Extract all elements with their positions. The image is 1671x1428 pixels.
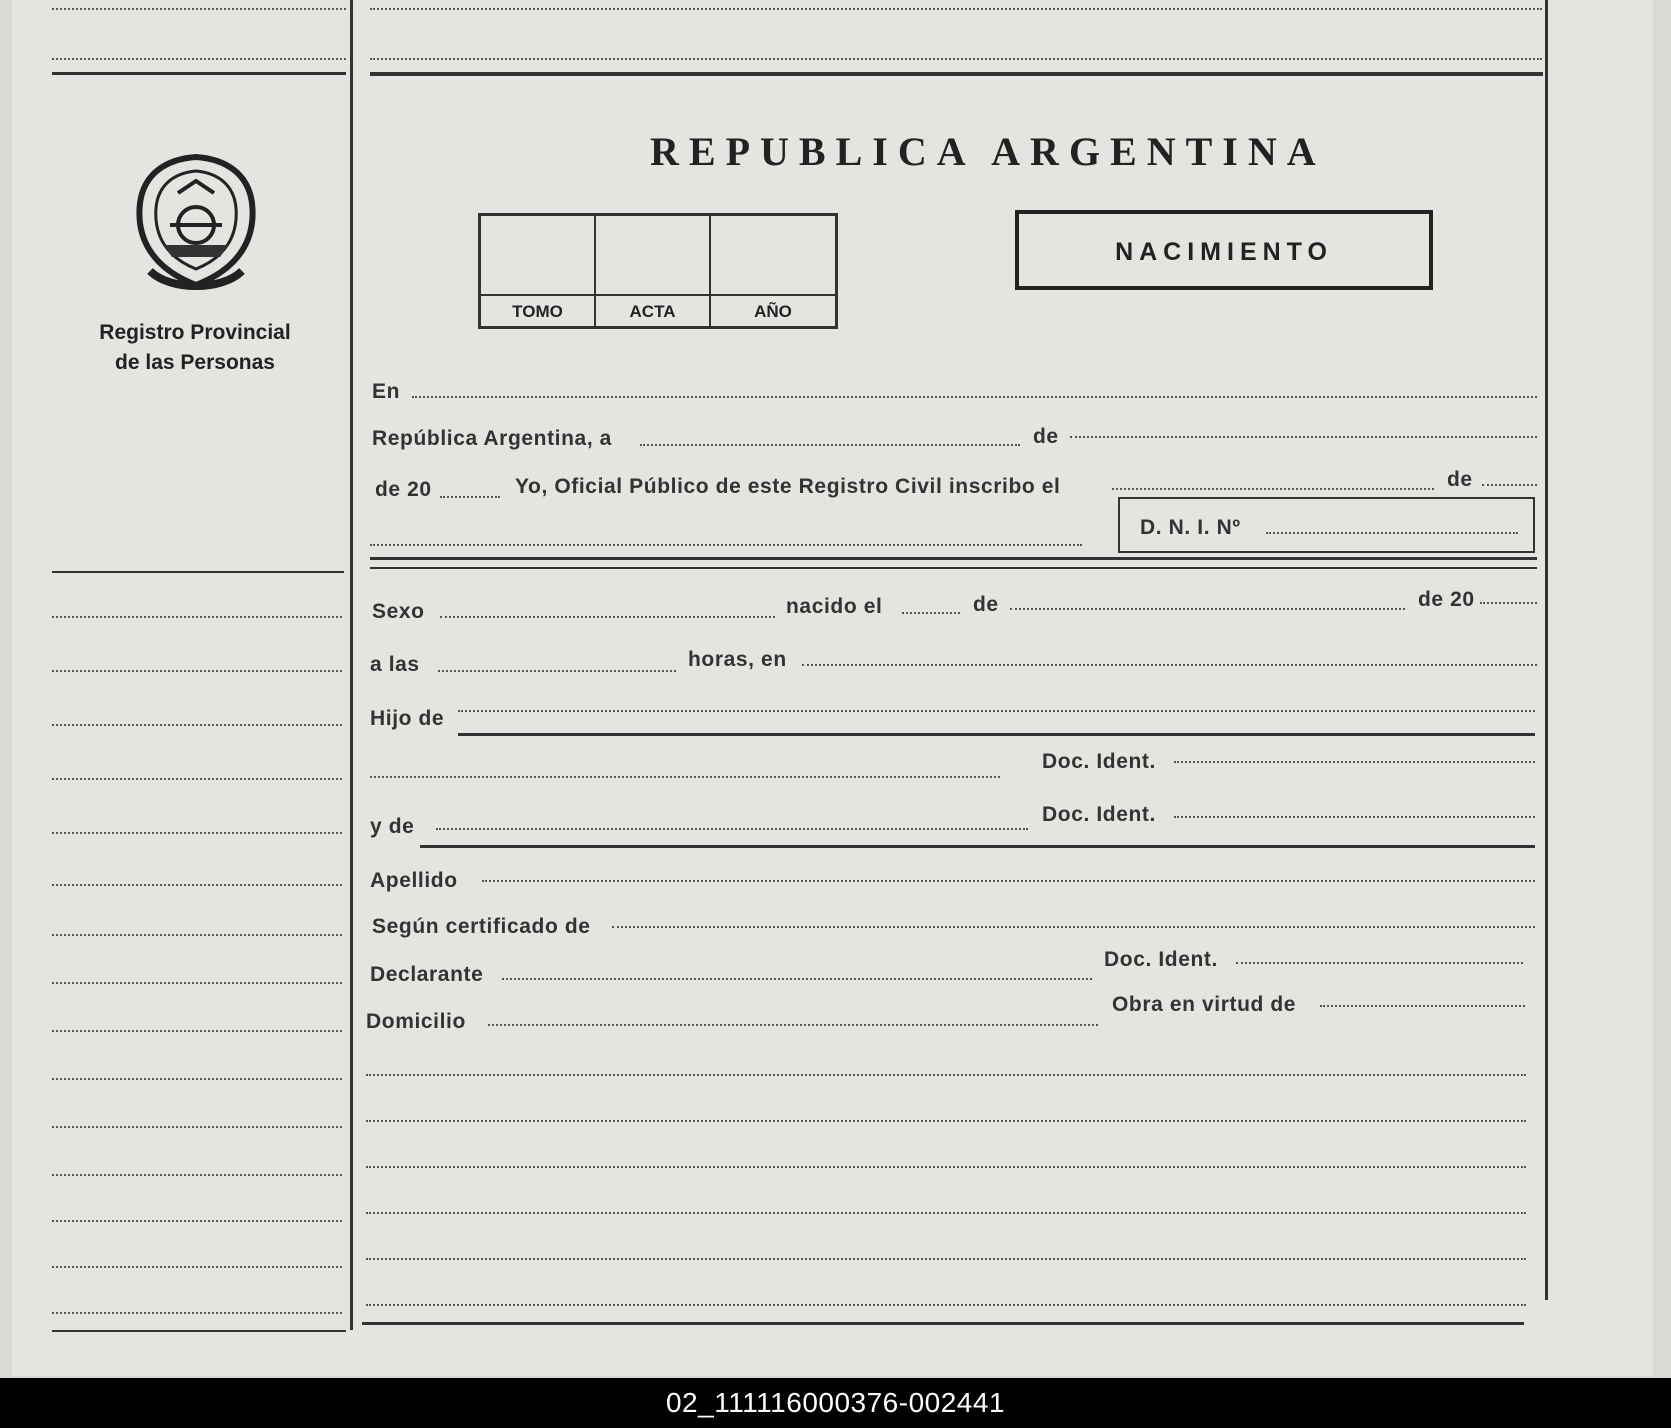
notes-line[interactable]	[366, 1258, 1526, 1260]
margin-line[interactable]	[52, 1174, 342, 1176]
hijo-de-underline	[458, 733, 1535, 736]
field-declarante[interactable]	[502, 978, 1092, 980]
label-declarante: Declarante	[370, 963, 484, 986]
label-de-20-b: de 20	[1418, 588, 1475, 611]
notes-line[interactable]	[366, 1304, 1526, 1306]
margin-line[interactable]	[52, 1078, 342, 1080]
margin-line[interactable]	[52, 1220, 342, 1222]
label-apellido: Apellido	[370, 869, 458, 892]
margin-line[interactable]	[52, 1030, 342, 1032]
label-horas-en: horas, en	[688, 648, 787, 671]
act-type-label: NACIMIENTO	[1115, 238, 1333, 266]
act-type-box	[1015, 210, 1433, 290]
label-doc-ident-2: Doc. Ident.	[1042, 803, 1156, 826]
margin-line[interactable]	[52, 1312, 342, 1314]
provincia-misiones-seal-icon	[130, 153, 262, 298]
field-inscripcion-mes[interactable]	[1482, 484, 1537, 486]
notes-line[interactable]	[366, 1212, 1526, 1214]
field-doc-padre[interactable]	[1174, 761, 1535, 763]
record-cell-ano[interactable]	[711, 216, 835, 326]
field-anio[interactable]	[440, 496, 500, 498]
label-sexo: Sexo	[372, 600, 425, 623]
field-sexo[interactable]	[440, 616, 775, 618]
label-obra-en-virtud: Obra en virtud de	[1112, 993, 1297, 1016]
field-domicilio[interactable]	[488, 1024, 1098, 1026]
margin-line[interactable]	[52, 934, 342, 936]
bottom-separator-right	[362, 1322, 1524, 1325]
document-id-bar	[0, 1378, 1671, 1428]
field-en[interactable]	[412, 396, 1537, 398]
registry-name	[60, 318, 330, 378]
registry-line-2: de las Personas	[115, 351, 275, 374]
margin-line[interactable]	[52, 616, 342, 618]
field-inscripcion-fecha[interactable]	[1112, 488, 1434, 490]
left-separator	[52, 571, 344, 573]
field-padre-nombre[interactable]	[370, 776, 1000, 778]
dotted-line	[52, 8, 346, 10]
margin-line[interactable]	[52, 1266, 342, 1268]
field-doc-declarante[interactable]	[1236, 962, 1523, 964]
section-separator	[370, 557, 1537, 560]
notes-line[interactable]	[366, 1120, 1526, 1122]
field-hora[interactable]	[438, 670, 676, 672]
label-yo-oficial: Yo, Oficial Público de este Registro Civil inscribo el	[515, 475, 1061, 498]
record-cell-acta[interactable]	[596, 216, 711, 326]
margin-line[interactable]	[52, 832, 342, 834]
field-certificado[interactable]	[612, 926, 1535, 928]
dotted-line	[370, 58, 1542, 60]
field-dni[interactable]	[1266, 532, 1518, 534]
margin-line[interactable]	[52, 670, 342, 672]
label-republica-a: República Argentina, a	[372, 427, 612, 450]
label-dni: D. N. I. Nº	[1140, 516, 1241, 539]
field-obra-en-virtud[interactable]	[1320, 1005, 1525, 1007]
field-padre[interactable]	[458, 710, 1535, 712]
record-label-ano: AÑO	[754, 302, 792, 321]
margin-line[interactable]	[52, 982, 342, 984]
label-de: de	[1033, 425, 1059, 448]
document-id: 02_111116000376-002441	[665, 1387, 1006, 1418]
dni-box	[1118, 497, 1535, 553]
margin-line[interactable]	[52, 724, 342, 726]
label-a-las: a las	[370, 653, 420, 676]
label-doc-ident-3: Doc. Ident.	[1104, 948, 1218, 971]
label-de-3: de	[973, 593, 999, 616]
field-dia[interactable]	[640, 444, 1020, 446]
registry-line-1: Registro Provincial	[99, 321, 291, 344]
label-segun-certificado: Según certificado de	[372, 915, 591, 938]
y-de-underline	[420, 845, 1535, 848]
label-en: En	[372, 380, 401, 403]
left-column-divider	[350, 0, 353, 1330]
margin-line[interactable]	[52, 884, 342, 886]
label-doc-ident-1: Doc. Ident.	[1042, 750, 1156, 773]
margin-line[interactable]	[52, 778, 342, 780]
field-doc-madre[interactable]	[1174, 816, 1535, 818]
record-label-acta: ACTA	[629, 302, 676, 321]
top-separator-right	[370, 72, 1543, 76]
label-y-de: y de	[370, 815, 415, 838]
bottom-separator-left	[52, 1330, 346, 1332]
field-apellido[interactable]	[482, 880, 1535, 882]
field-lugar[interactable]	[802, 664, 1537, 666]
field-inscripcion-nombre[interactable]	[370, 544, 1082, 546]
dotted-line	[370, 8, 1542, 10]
notes-line[interactable]	[366, 1074, 1526, 1076]
field-mes[interactable]	[1070, 436, 1537, 438]
record-table	[478, 213, 838, 329]
field-nacido-dia[interactable]	[902, 612, 960, 614]
record-label-tomo: TOMO	[512, 302, 563, 321]
label-nacido-el: nacido el	[786, 595, 883, 618]
country-title: REPUBLICA ARGENTINA	[650, 129, 1326, 174]
field-madre[interactable]	[436, 828, 1028, 830]
label-de-20: de 20	[375, 478, 432, 501]
field-nacido-anio[interactable]	[1480, 602, 1537, 604]
label-domicilio: Domicilio	[366, 1010, 466, 1033]
label-hijo-de: Hijo de	[370, 707, 445, 730]
section-separator-thin	[370, 567, 1537, 569]
notes-line[interactable]	[366, 1166, 1526, 1168]
record-cell-tomo[interactable]	[481, 216, 596, 326]
label-de-2: de	[1447, 468, 1473, 491]
field-nacido-mes[interactable]	[1010, 608, 1405, 610]
margin-line[interactable]	[52, 1126, 342, 1128]
right-border	[1545, 0, 1548, 1300]
top-separator-left	[52, 72, 346, 75]
dotted-line	[52, 58, 346, 60]
